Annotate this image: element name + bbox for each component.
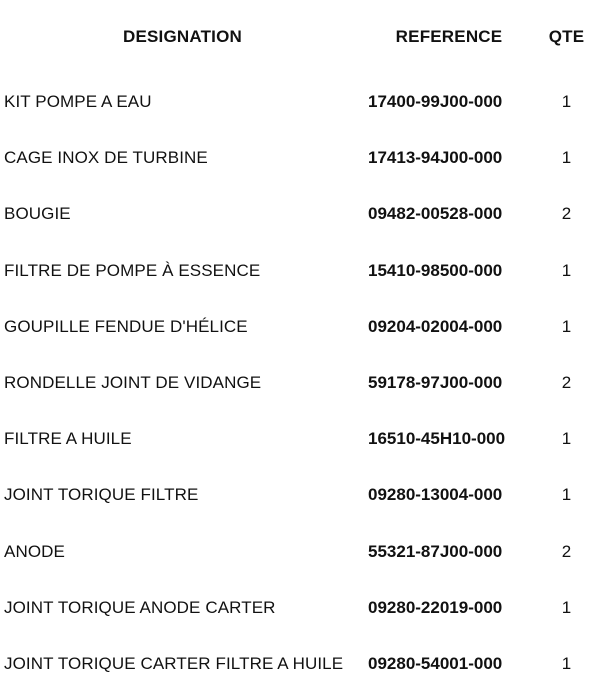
row-designation: JOINT TORIQUE FILTRE — [4, 485, 199, 505]
row-reference: 17413-94J00-000 — [368, 148, 503, 168]
row-reference: 15410-98500-000 — [368, 260, 503, 280]
row-qty: 1 — [561, 653, 572, 673]
row-reference: 09280-13004-000 — [368, 485, 503, 505]
row-qty: 1 — [561, 92, 572, 112]
header-qty: QTE — [548, 27, 585, 46]
row-designation: JOINT TORIQUE ANODE CARTER — [4, 597, 276, 617]
row-reference: 55321-87J00-000 — [368, 541, 503, 561]
row-qty: 2 — [561, 373, 572, 393]
table-row — [0, 524, 600, 580]
header-designation: DESIGNATION — [122, 27, 242, 46]
row-designation: RONDELLE JOINT DE VIDANGE — [4, 373, 262, 393]
row-qty: 1 — [561, 597, 572, 617]
row-reference: 16510-45H10-000 — [368, 429, 506, 449]
row-qty: 2 — [561, 541, 572, 561]
row-designation: FILTRE A HUILE — [4, 429, 132, 449]
header-reference: REFERENCE — [395, 27, 503, 46]
row-reference: 09204-02004-000 — [368, 316, 503, 336]
row-designation: ANODE — [4, 541, 65, 561]
row-reference: 09280-54001-000 — [368, 653, 503, 673]
table-row — [0, 243, 600, 299]
row-qty: 1 — [561, 148, 572, 168]
row-designation: KIT POMPE A EAU — [4, 92, 152, 112]
header-row — [0, 0, 600, 74]
table-row — [0, 467, 600, 523]
table-row — [0, 130, 600, 186]
row-designation: CAGE INOX DE TURBINE — [4, 148, 208, 168]
table-row — [0, 186, 600, 242]
row-reference: 09280-22019-000 — [368, 597, 503, 617]
table-body — [0, 74, 600, 692]
row-designation: BOUGIE — [4, 204, 71, 224]
table-row — [0, 74, 600, 130]
table-row — [0, 299, 600, 355]
table-row — [0, 411, 600, 467]
row-qty: 2 — [561, 204, 572, 224]
table-header — [0, 0, 600, 74]
row-qty: 1 — [561, 316, 572, 336]
row-designation: GOUPILLE FENDUE D'HÉLICE — [4, 316, 248, 336]
table-row — [0, 580, 600, 636]
row-reference: 09482-00528-000 — [368, 204, 503, 224]
row-qty: 1 — [561, 260, 572, 280]
table-row — [0, 636, 600, 692]
row-reference: 59178-97J00-000 — [368, 373, 503, 393]
row-qty: 1 — [561, 429, 572, 449]
table-row — [0, 355, 600, 411]
row-reference: 17400-99J00-000 — [368, 92, 503, 112]
row-designation: JOINT TORIQUE CARTER FILTRE A HUILE — [4, 653, 344, 673]
row-designation: FILTRE DE POMPE À ESSENCE — [4, 260, 261, 280]
row-qty: 1 — [561, 485, 572, 505]
